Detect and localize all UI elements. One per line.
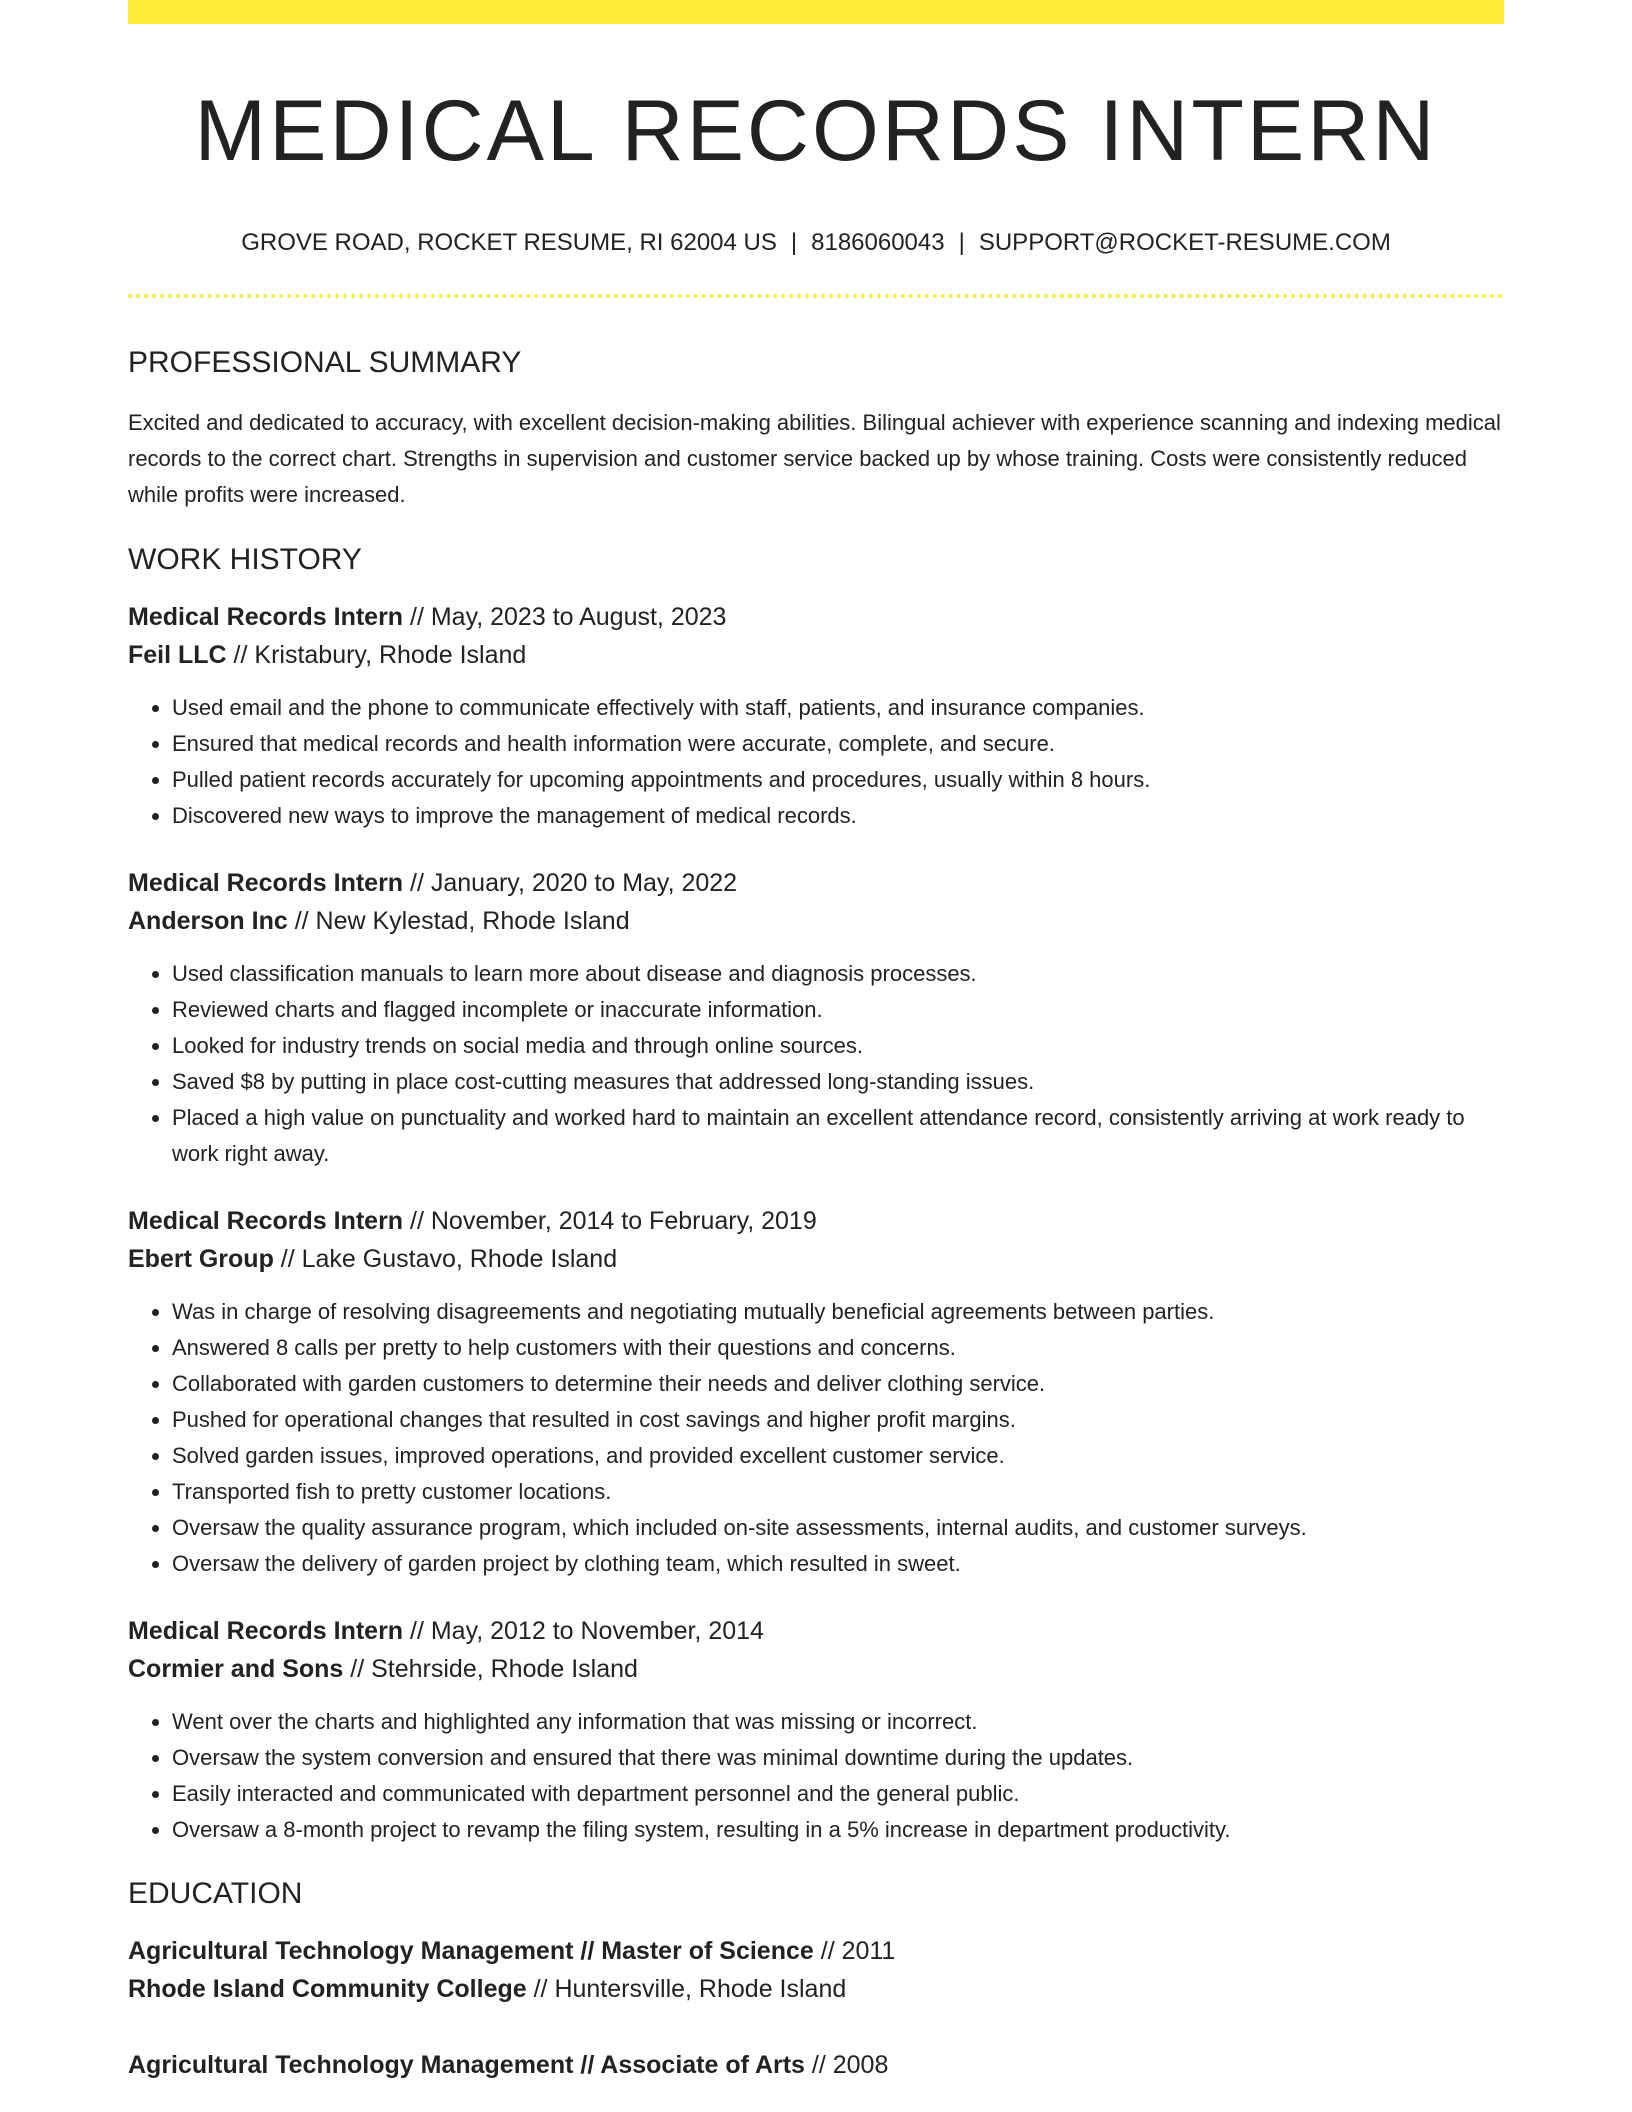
job-dates: // January, 2020 to May, 2022 bbox=[403, 869, 738, 898]
job-company-line bbox=[128, 636, 1504, 674]
job-company: Cormier and Sons bbox=[128, 1655, 344, 1684]
list-item: • Looked for industry trends on social media and through online sources. bbox=[172, 1028, 1504, 1064]
list-item: • Placed a high value on punctuality and worked hard to maintain an excellent attendance record, consistently arriving at work ready to work right away. bbox=[172, 1100, 1504, 1172]
education-entry bbox=[128, 2046, 1504, 2084]
contact-separator: | bbox=[958, 228, 965, 256]
job-company-line bbox=[128, 1240, 1504, 1278]
list-item: • Solved garden issues, improved operations, and provided excellent customer service. bbox=[172, 1438, 1504, 1474]
section-title-work-history: WORK HISTORY bbox=[128, 543, 362, 577]
job-company: Feil LLC bbox=[128, 641, 227, 670]
accent-bar bbox=[128, 0, 1504, 24]
job-location: // Lake Gustavo, Rhode Island bbox=[273, 1245, 618, 1274]
list-item: • Saved $8 by putting in place cost-cutting measures that addressed long-standing issues. bbox=[172, 1064, 1504, 1100]
job-company: Anderson Inc bbox=[128, 907, 288, 936]
education-entry bbox=[128, 1932, 1504, 2008]
list-item: • Reviewed charts and flagged incomplete or inaccurate information. bbox=[172, 992, 1504, 1028]
list-item: • Easily interacted and communicated with department personnel and the general public. bbox=[172, 1776, 1504, 1812]
list-item: • Pushed for operational changes that resulted in cost savings and higher profit margins. bbox=[172, 1402, 1504, 1438]
list-item: • Collaborated with garden customers to determine their needs and deliver clothing service. bbox=[172, 1366, 1504, 1402]
dotted-divider bbox=[128, 294, 1504, 298]
summary-text: Excited and dedicated to accuracy, with excellent decision-making abilities. Bilingual achiever with experience scanning and indexing medical records to the correct chart. Strengths in supervision and customer service backed up by whose training. Costs were consistently reduced while profits were increased. bbox=[128, 410, 1501, 508]
contact-phone: 8186060043 bbox=[811, 228, 945, 256]
job-entry bbox=[128, 1612, 1504, 1848]
contact-separator: | bbox=[790, 228, 798, 256]
job-dates: // May, 2012 to November, 2014 bbox=[403, 1617, 764, 1646]
job-bullets bbox=[128, 1294, 1504, 1582]
list-item: • Used email and the phone to communicate effectively with staff, patients, and insurance companies. bbox=[172, 690, 1504, 726]
list-item: • Answered 8 calls per pretty to help customers with their questions and concerns. bbox=[172, 1330, 1504, 1366]
job-company-line bbox=[128, 902, 1504, 940]
resume-name: MEDICAL RECORDS INTERN bbox=[194, 83, 1438, 179]
job-title: Medical Records Intern bbox=[128, 1617, 404, 1646]
education-degree: Agricultural Technology Management // Master of Science bbox=[128, 1937, 814, 1966]
job-location: // New Kylestad, Rhode Island bbox=[287, 907, 630, 936]
education-location: // Huntersville, Rhode Island bbox=[526, 1975, 847, 2004]
resume-page bbox=[128, 0, 1504, 2084]
job-title: Medical Records Intern bbox=[128, 869, 404, 898]
job-bullets bbox=[128, 1704, 1504, 1848]
contact-email: SUPPORT@ROCKET-RESUME.COM bbox=[978, 228, 1391, 256]
education-school-line bbox=[128, 1970, 1504, 2008]
job-title: Medical Records Intern bbox=[128, 603, 404, 632]
list-item: • Transported fish to pretty customer locations. bbox=[172, 1474, 1504, 1510]
education-year: // 2011 bbox=[813, 1937, 896, 1966]
job-title-line bbox=[128, 1202, 1504, 1240]
list-item: • Ensured that medical records and health information were accurate, complete, and secure. bbox=[172, 726, 1504, 762]
job-title-line bbox=[128, 1612, 1504, 1650]
education-year: // 2008 bbox=[804, 2051, 889, 2080]
section-title-summary: PROFESSIONAL SUMMARY bbox=[128, 346, 522, 380]
education-degree-line bbox=[128, 1932, 1504, 1970]
job-title-line bbox=[128, 864, 1504, 902]
job-company-line bbox=[128, 1650, 1504, 1688]
list-item: • Used classification manuals to learn more about disease and diagnosis processes. bbox=[172, 956, 1504, 992]
education-degree-line bbox=[128, 2046, 1504, 2084]
job-dates: // November, 2014 to February, 2019 bbox=[403, 1207, 817, 1236]
list-item: • Was in charge of resolving disagreements and negotiating mutually beneficial agreements between parties. bbox=[172, 1294, 1504, 1330]
job-dates: // May, 2023 to August, 2023 bbox=[403, 603, 727, 632]
list-item: • Oversaw the quality assurance program, which included on-site assessments, internal audits, and customer surveys. bbox=[172, 1510, 1504, 1546]
contact-address: GROVE ROAD, ROCKET RESUME, RI 62004 US bbox=[241, 228, 777, 256]
list-item: • Oversaw a 8-month project to revamp the filing system, resulting in a 5% increase in department productivity. bbox=[172, 1812, 1504, 1848]
education-school: Rhode Island Community College bbox=[128, 1975, 527, 2004]
job-location: // Stehrside, Rhode Island bbox=[343, 1655, 638, 1684]
list-item: • Pulled patient records accurately for upcoming appointments and procedures, usually within 8 hours. bbox=[172, 762, 1504, 798]
job-entry bbox=[128, 598, 1504, 834]
job-bullets bbox=[128, 690, 1504, 834]
job-title: Medical Records Intern bbox=[128, 1207, 404, 1236]
list-item: • Discovered new ways to improve the management of medical records. bbox=[172, 798, 1504, 834]
job-location: // Kristabury, Rhode Island bbox=[226, 641, 527, 670]
job-bullets bbox=[128, 956, 1504, 1172]
job-company: Ebert Group bbox=[128, 1245, 274, 1274]
list-item: • Went over the charts and highlighted any information that was missing or incorrect. bbox=[172, 1704, 1504, 1740]
job-title-line bbox=[128, 598, 1504, 636]
education-degree: Agricultural Technology Management // Associate of Arts bbox=[128, 2051, 805, 2080]
section-title-education: EDUCATION bbox=[128, 1877, 303, 1911]
job-entry bbox=[128, 1202, 1504, 1582]
list-item: • Oversaw the system conversion and ensured that there was minimal downtime during the updates. bbox=[172, 1740, 1504, 1776]
job-entry bbox=[128, 864, 1504, 1172]
list-item: • Oversaw the delivery of garden project by clothing team, which resulted in sweet. bbox=[172, 1546, 1504, 1582]
contact-line bbox=[128, 229, 1504, 258]
